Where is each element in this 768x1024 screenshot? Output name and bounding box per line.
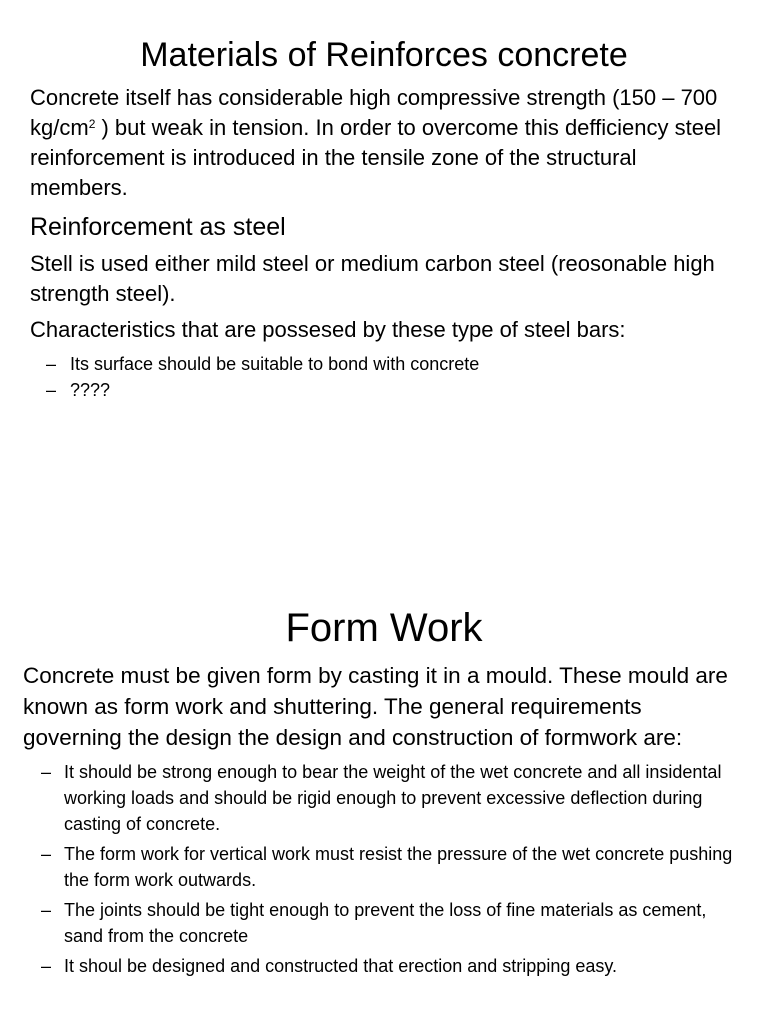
list-item — [46, 377, 738, 403]
intro-text-part-1: Concrete itself has considerable high compressive strength (150 – 700 kg/cm — [30, 85, 718, 140]
slide-title: Form Work — [285, 606, 483, 650]
list-item-text: It should be strong enough to bear the weight of the wet concrete and all insidental working loads and should be rigid enough to prevent excessive deflection during casting of concrete. — [64, 762, 722, 834]
dash-bullet: – — [41, 844, 52, 864]
list-item-text: It shoul be designed and constructed that erection and stripping easy. — [64, 956, 618, 976]
list-item — [41, 897, 744, 949]
intro-text-part-2: ) but weak in tension. In order to overcome this defficiency steel reinforcement is introduced in the tensile zone of the structural members. — [30, 115, 722, 200]
list-item — [41, 841, 744, 893]
list-item-text: ???? — [70, 380, 111, 400]
slide-body — [0, 75, 768, 403]
dash-bullet: – — [41, 762, 52, 782]
slide-form-work — [0, 596, 768, 1024]
list-item — [46, 351, 738, 377]
dash-bullet: – — [41, 900, 52, 920]
list-item-text: The joints should be tight enough to prevent the loss of fine materials as cement, sand from the concrete — [64, 900, 707, 946]
list-item — [41, 759, 744, 837]
list-item-text: Its surface should be suitable to bond with concrete — [70, 354, 480, 374]
list-item-text: The form work for vertical work must resist the pressure of the wet concrete pushing the form work outwards. — [64, 844, 733, 890]
intro-paragraph — [30, 83, 738, 203]
slide-title: Materials of Reinforces concrete — [140, 36, 628, 74]
dash-bullet: – — [46, 380, 57, 400]
intro-paragraph: Concrete must be given form by casting it in a mould. These mould are known as form work and shuttering. The general requirements governing the design the design and construction of formwork are: — [23, 663, 728, 750]
superscript: 2 — [88, 117, 96, 131]
list-item — [41, 953, 744, 979]
slide-materials — [0, 0, 768, 500]
section-heading: Reinforcement as steel — [30, 213, 286, 241]
characteristics-paragraph: Characteristics that are possesed by these type of steel bars: — [30, 317, 626, 342]
requirements-list — [23, 759, 744, 979]
slide-body — [0, 652, 768, 979]
steel-paragraph: Stell is used either mild steel or medium carbon steel (reosonable high strength steel). — [30, 251, 715, 306]
dash-bullet: – — [41, 956, 52, 976]
dash-bullet: – — [46, 354, 57, 374]
characteristics-list — [30, 351, 738, 403]
